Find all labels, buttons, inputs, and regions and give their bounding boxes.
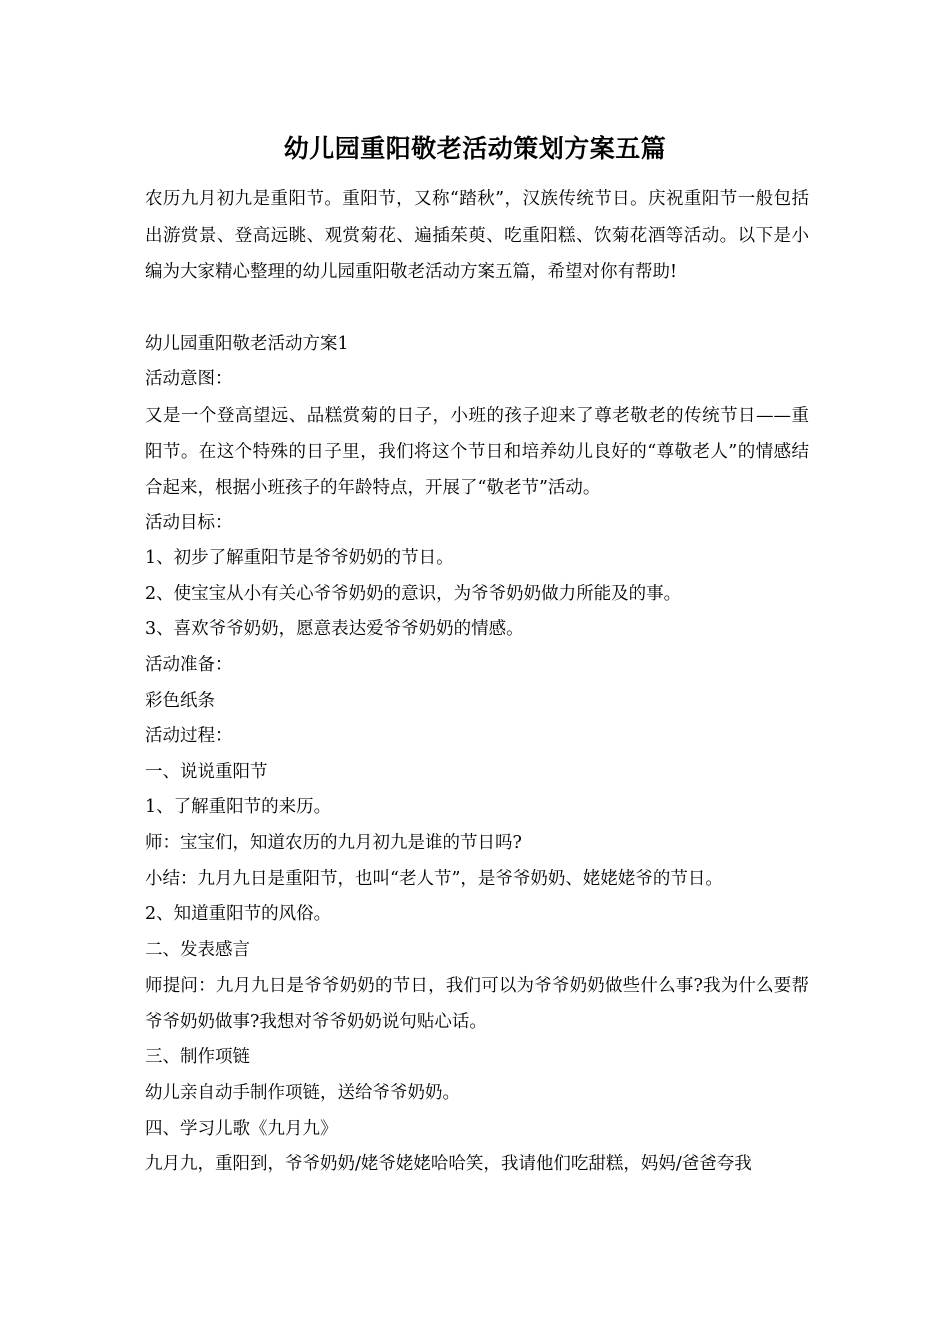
- paragraph: 师提问：九月九日是爷爷奶奶的节日，我们可以为爷爷奶奶做些什么事?我为什么要帮爷爷奶奶做事?我想对爷爷奶奶说句贴心话。: [145, 976, 809, 1033]
- document-title: 幼儿园重阳敬老活动策划方案五篇: [283, 134, 667, 163]
- paragraph: 九月九，重阳到，爷爷奶奶/姥爷姥姥哈哈笑，我请他们吃甜糕，妈妈/爸爸夸我: [145, 1154, 752, 1175]
- paragraph: 二、发表感言: [145, 939, 250, 960]
- paragraph: 3、喜欢爷爷奶奶，愿意表达爱爷爷奶奶的情感。: [145, 619, 524, 640]
- paragraph: 2、知道重阳节的风俗。: [145, 904, 332, 925]
- paragraph: 2、使宝宝从小有关心爷爷奶奶的意识，为爷爷奶奶做力所能及的事。: [145, 583, 682, 604]
- paragraph: 三、制作项链: [145, 1047, 250, 1068]
- section-heading: 幼儿园重阳敬老活动方案1: [145, 333, 349, 354]
- paragraph: 活动准备：: [145, 655, 233, 676]
- paragraph: 彩色纸条: [145, 690, 215, 711]
- intro-paragraph: 农历九月初九是重阳节。重阳节，又称“踏秋”，汉族传统节日。庆祝重阳节一般包括出游赏景、登高远眺、观赏菊花、遍插茱萸、吃重阳糕、饮菊花酒等活动。以下是小编为大家精心整理的幼儿园重阳敬老活动方案五篇，希望对你有帮助!: [145, 189, 809, 282]
- paragraph: 1、初步了解重阳节是爷爷奶奶的节日。: [145, 548, 454, 569]
- paragraph: 活动目标：: [145, 512, 233, 533]
- paragraph-spacer: [145, 291, 809, 327]
- document-body: [145, 181, 809, 1183]
- paragraph: 师：宝宝们，知道农历的九月初九是谁的节日吗?: [145, 833, 522, 854]
- paragraph: 活动过程：: [145, 726, 233, 747]
- paragraph: 活动意图：: [145, 369, 233, 390]
- paragraph: 四、学习儿歌《九月九》: [145, 1118, 338, 1139]
- paragraph: 一、说说重阳节: [145, 761, 268, 782]
- paragraph: 小结：九月九日是重阳节，也叫“老人节”，是爷爷奶奶、姥姥姥爷的节日。: [145, 868, 723, 889]
- paragraph: 又是一个登高望远、品糕赏菊的日子，小班的孩子迎来了尊老敬老的传统节日——重阳节。在这个特殊的日子里，我们将这个节日和培养幼儿良好的“尊敬老人”的情感结合起来，根据小班孩子的年龄特点，开展了“敬老节”活动。: [145, 405, 809, 498]
- plan-section: [145, 327, 809, 1183]
- paragraph: 1、了解重阳节的来历。: [145, 797, 332, 818]
- paragraph: 幼儿亲自动手制作项链，送给爷爷奶奶。: [145, 1083, 460, 1103]
